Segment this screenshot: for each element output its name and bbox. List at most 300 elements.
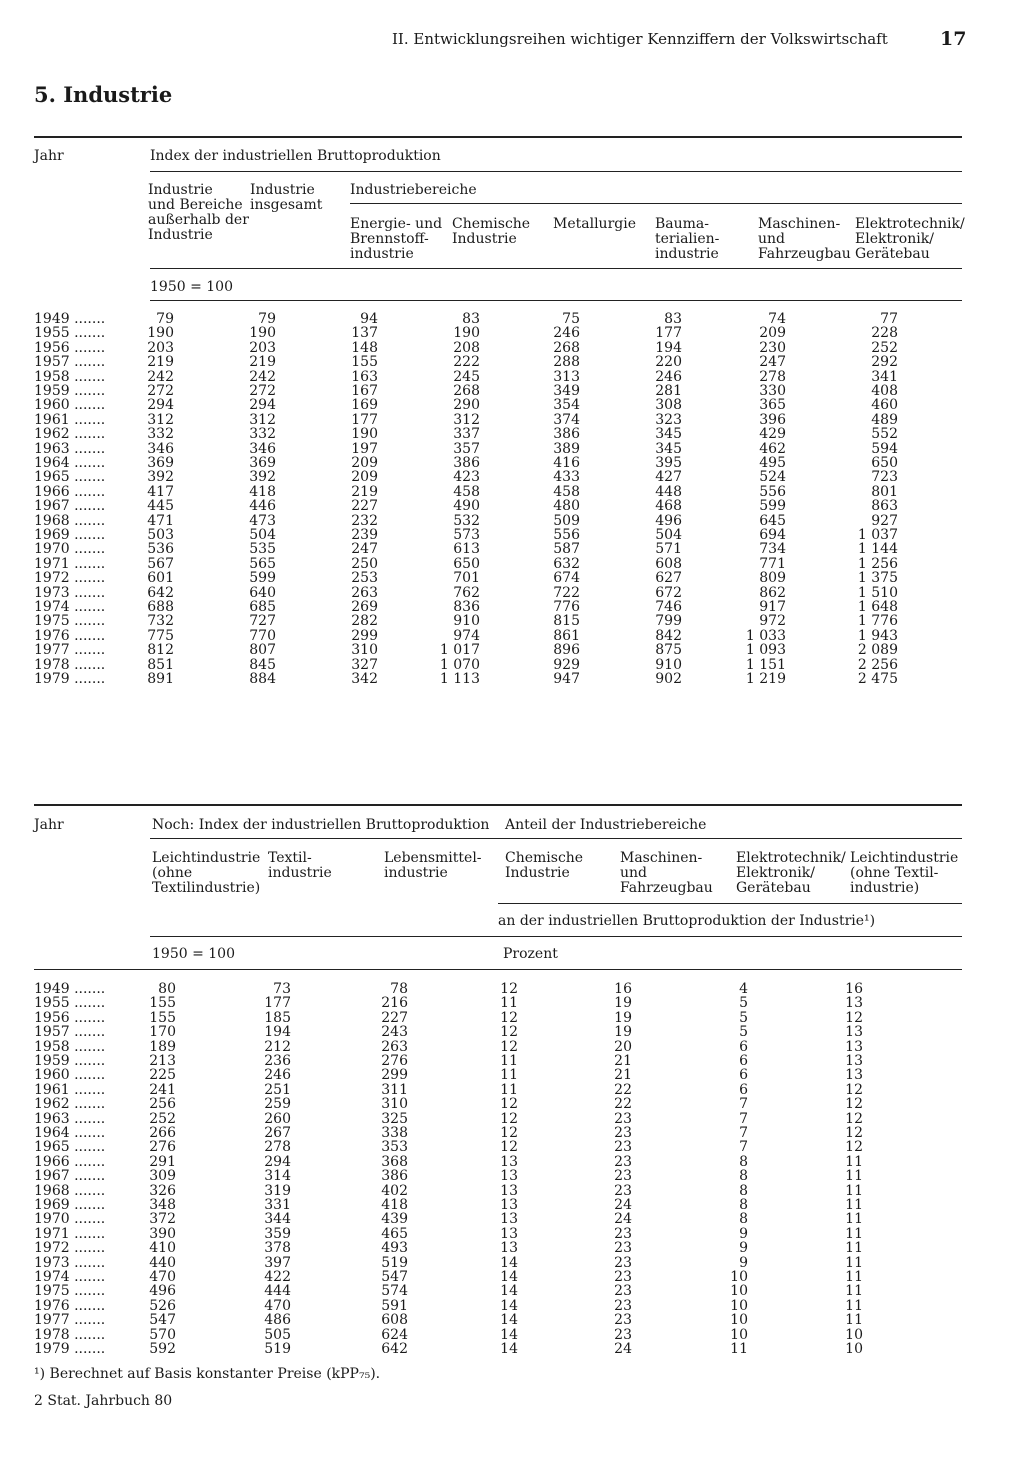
table1-value-cell: 263 — [351, 584, 378, 601]
table2-value-cell: 276 — [381, 1053, 408, 1069]
table2-value-cell: 13 — [500, 1182, 518, 1199]
table1-value-cell: 845 — [249, 656, 276, 673]
table2-value-cell: 8 — [739, 1182, 748, 1199]
table1-value-cell: 1 510 — [857, 584, 898, 601]
table2-value-cell: 390 — [149, 1225, 176, 1242]
table1-value-cell: 282 — [351, 613, 378, 630]
table2-value-cell: 608 — [381, 1312, 408, 1329]
table1-value-cell: 74 — [768, 311, 786, 327]
table2-value-cell: 310 — [381, 1096, 408, 1113]
table1-year-cell: 1979 ....... — [34, 671, 106, 687]
table2-value-cell: 10 — [845, 1341, 863, 1357]
table1-year-cell: 1956 ....... — [34, 339, 106, 356]
table1-value-cell: 910 — [453, 613, 480, 630]
table1-year-cell: 1978 ....... — [34, 656, 106, 673]
table1-value-cell: 884 — [249, 671, 276, 687]
table2-row — [34, 996, 974, 1010]
table1-value-cell: 392 — [249, 469, 276, 486]
table1-row — [34, 355, 974, 369]
table1-value-cell: 594 — [871, 440, 898, 457]
table1-value-cell: 167 — [351, 383, 378, 399]
table1-value-cell: 496 — [655, 512, 682, 529]
table1-value-cell: 155 — [351, 354, 378, 371]
table1-value-cell: 75 — [562, 311, 580, 327]
table2-value-cell: 6 — [739, 1081, 748, 1098]
table1-value-cell: 836 — [453, 599, 480, 615]
table2-value-cell: 570 — [149, 1326, 176, 1343]
table1-value-cell: 310 — [351, 642, 378, 659]
table1-value-cell: 203 — [147, 339, 174, 356]
table1-value-cell: 556 — [759, 483, 786, 500]
table2-year-cell: 1961 ....... — [34, 1081, 106, 1098]
table2-value-cell: 227 — [381, 1009, 408, 1026]
table2-value-cell: 155 — [149, 995, 176, 1012]
table1-value-cell: 458 — [453, 483, 480, 500]
table2-value-cell: 13 — [845, 1024, 863, 1041]
table1-value-cell: 247 — [351, 541, 378, 558]
footnote: ¹) Berechnet auf Basis konstanter Preise (kPP₇₅). — [34, 1366, 381, 1382]
table1-value-cell: 312 — [453, 411, 480, 428]
table1-value-cell: 427 — [655, 469, 682, 486]
table2-value-cell: 12 — [845, 1125, 863, 1141]
table1-value-cell: 567 — [147, 555, 174, 572]
table1-year-cell: 1965 ....... — [34, 469, 106, 486]
table1-col-jahr: Jahr — [34, 148, 64, 164]
table1-year-cell: 1973 ....... — [34, 584, 106, 601]
table2-value-cell: 359 — [264, 1225, 291, 1242]
table1-value-cell: 762 — [453, 584, 480, 601]
table1-value-cell: 509 — [553, 512, 580, 529]
table2-value-cell: 80 — [158, 981, 176, 997]
table1-value-cell: 232 — [351, 512, 378, 529]
table1-value-cell: 203 — [249, 339, 276, 356]
table2-value-cell: 12 — [500, 1139, 518, 1156]
table1-value-cell: 242 — [147, 368, 174, 385]
table2-value-cell: 526 — [149, 1297, 176, 1314]
table1-year-cell: 1959 ....... — [34, 383, 106, 399]
table2-value-cell: 5 — [739, 995, 748, 1012]
table1-row — [34, 542, 974, 556]
table1-col-maschinen: Maschinen- und Fahrzeugbau — [758, 216, 851, 262]
table1-value-cell: 471 — [147, 512, 174, 529]
table1-rule-2 — [350, 203, 962, 204]
table1-value-cell: 727 — [249, 613, 276, 630]
table1-value-cell: 219 — [147, 354, 174, 371]
table2-year-cell: 1967 ....... — [34, 1168, 106, 1185]
table1-value-cell: 640 — [249, 584, 276, 601]
table1-value-cell: 79 — [156, 311, 174, 327]
table1-value-cell: 1 093 — [745, 642, 786, 659]
table1-value-cell: 268 — [553, 339, 580, 356]
table2-value-cell: 24 — [614, 1341, 632, 1357]
table2-value-cell: 11 — [845, 1225, 863, 1242]
table2-value-cell: 11 — [845, 1297, 863, 1314]
table2-value-cell: 325 — [381, 1110, 408, 1127]
table2-value-cell: 23 — [614, 1182, 632, 1199]
table2-year-cell: 1978 ....... — [34, 1326, 106, 1343]
table2-value-cell: 78 — [390, 981, 408, 997]
table2-value-cell: 14 — [500, 1297, 518, 1314]
table1-value-cell: 83 — [664, 311, 682, 327]
table1-value-cell: 573 — [453, 527, 480, 543]
table1-value-cell: 812 — [147, 642, 174, 659]
table1-value-cell: 290 — [453, 397, 480, 414]
table2-value-cell: 11 — [845, 1197, 863, 1213]
table2-value-cell: 212 — [264, 1038, 291, 1055]
table1-value-cell: 228 — [871, 325, 898, 342]
table1-col-baumaterialien: Bauma- terialien- industrie — [655, 216, 720, 262]
table2-value-cell: 260 — [264, 1110, 291, 1127]
table1-value-cell: 327 — [351, 656, 378, 673]
table1-value-cell: 433 — [553, 469, 580, 486]
table1-value-cell: 272 — [249, 383, 276, 399]
table1-value-cell: 1 648 — [857, 599, 898, 615]
table2-value-cell: 6 — [739, 1067, 748, 1084]
table2-value-cell: 7 — [739, 1110, 748, 1127]
table2-value-cell: 5 — [739, 1009, 748, 1026]
table2-value-cell: 486 — [264, 1312, 291, 1329]
table2-col-maschinen: Maschinen- und Fahrzeugbau — [620, 850, 713, 896]
table1-value-cell: 927 — [871, 512, 898, 529]
table2-row — [34, 982, 974, 996]
table2-value-cell: 10 — [730, 1269, 748, 1285]
table1-value-cell: 862 — [759, 584, 786, 601]
table2-value-cell: 14 — [500, 1269, 518, 1285]
table2-value-cell: 11 — [500, 995, 518, 1012]
table1-value-cell: 94 — [360, 311, 378, 327]
table2-value-cell: 23 — [614, 1283, 632, 1300]
table1-value-cell: 613 — [453, 541, 480, 558]
table1-group-industriebereiche: Industriebereiche — [350, 182, 477, 198]
table2-rule-3 — [150, 936, 962, 937]
table1-row — [34, 499, 974, 513]
table2-value-cell: 444 — [264, 1283, 291, 1300]
table1-year-cell: 1969 ....... — [34, 527, 106, 543]
table1-value-cell: 345 — [655, 426, 682, 443]
table1-value-cell: 220 — [655, 354, 682, 371]
table1-value-cell: 281 — [655, 383, 682, 399]
table1-value-cell: 642 — [147, 584, 174, 601]
table2-value-cell: 12 — [500, 1110, 518, 1127]
table1-value-cell: 312 — [249, 411, 276, 428]
table2-value-cell: 291 — [149, 1153, 176, 1170]
table1-value-cell: 632 — [553, 555, 580, 572]
table1-value-cell: 209 — [351, 469, 378, 486]
table2-value-cell: 13 — [500, 1225, 518, 1242]
table1-value-cell: 801 — [871, 483, 898, 500]
table1-row — [34, 427, 974, 441]
table2-value-cell: 422 — [264, 1269, 291, 1285]
table1-value-cell: 685 — [249, 599, 276, 615]
table2-value-cell: 16 — [614, 981, 632, 997]
table2-year-cell: 1973 ....... — [34, 1254, 106, 1271]
table2-value-cell: 22 — [614, 1096, 632, 1113]
table1-value-cell: 423 — [453, 469, 480, 486]
table2-value-cell: 505 — [264, 1326, 291, 1343]
table1-row — [34, 470, 974, 484]
table1-value-cell: 239 — [351, 527, 378, 543]
table1-value-cell: 861 — [553, 627, 580, 644]
table2-value-cell: 11 — [845, 1254, 863, 1271]
table2-year-cell: 1970 ....... — [34, 1211, 106, 1228]
table1-row — [34, 341, 974, 355]
table1-value-cell: 396 — [759, 411, 786, 428]
table1-value-cell: 536 — [147, 541, 174, 558]
table1-row — [34, 312, 974, 326]
table1-value-cell: 524 — [759, 469, 786, 486]
table2-value-cell: 9 — [739, 1225, 748, 1242]
table1-value-cell: 1 113 — [439, 671, 480, 687]
table1-col-industrie-bereiche: Industrie und Bereiche außerhalb der Industrie — [148, 182, 249, 243]
table1-value-cell: 190 — [453, 325, 480, 342]
table2-year-cell: 1976 ....... — [34, 1297, 106, 1314]
table1-value-cell: 2 089 — [857, 642, 898, 659]
table1-value-cell: 323 — [655, 411, 682, 428]
table2-value-cell: 368 — [381, 1153, 408, 1170]
table1-value-cell: 929 — [553, 656, 580, 673]
table2-value-cell: 213 — [149, 1053, 176, 1069]
table2-value-cell: 259 — [264, 1096, 291, 1113]
table2-col-elektro: Elektrotechnik/ Elektronik/ Gerätebau — [736, 850, 846, 896]
table2-value-cell: 519 — [264, 1341, 291, 1357]
table1-value-cell: 601 — [147, 570, 174, 587]
table2-rule-1 — [150, 838, 962, 839]
table2-value-cell: 8 — [739, 1211, 748, 1228]
table1-rule-3 — [150, 268, 962, 269]
table2-value-cell: 21 — [614, 1067, 632, 1084]
table2-value-cell: 410 — [149, 1240, 176, 1257]
table1-row — [34, 672, 974, 686]
table2-value-cell: 547 — [381, 1269, 408, 1285]
table1-row — [34, 413, 974, 427]
table2-value-cell: 14 — [500, 1341, 518, 1357]
table1-value-cell: 365 — [759, 397, 786, 414]
table2-value-cell: 12 — [845, 1110, 863, 1127]
table2-value-cell: 21 — [614, 1053, 632, 1069]
table2-value-cell: 331 — [264, 1197, 291, 1213]
table1-year-cell: 1971 ....... — [34, 555, 106, 572]
table1-value-cell: 1 017 — [439, 642, 480, 659]
table1-value-cell: 565 — [249, 555, 276, 572]
table2-year-cell: 1956 ....... — [34, 1009, 106, 1026]
table1-value-cell: 332 — [249, 426, 276, 443]
table2-value-cell: 19 — [614, 1009, 632, 1026]
table1-value-cell: 448 — [655, 483, 682, 500]
table1-value-cell: 571 — [655, 541, 682, 558]
table1-value-cell: 77 — [880, 311, 898, 327]
table1-value-cell: 809 — [759, 570, 786, 587]
table1-value-cell: 169 — [351, 397, 378, 414]
table1-value-cell: 177 — [655, 325, 682, 342]
table2-value-cell: 185 — [264, 1009, 291, 1026]
table2-value-cell: 8 — [739, 1168, 748, 1185]
table1-row — [34, 398, 974, 412]
table1-value-cell: 386 — [553, 426, 580, 443]
table1-top-rule — [34, 136, 962, 138]
table2-value-cell: 294 — [264, 1153, 291, 1170]
table1-value-cell: 650 — [453, 555, 480, 572]
table1-value-cell: 408 — [871, 383, 898, 399]
table2-value-cell: 12 — [500, 1096, 518, 1113]
table1-value-cell: 246 — [655, 368, 682, 385]
table2-col-textil: Textil- industrie — [268, 850, 332, 881]
table1-year-cell: 1955 ....... — [34, 325, 106, 342]
table2-value-cell: 216 — [381, 995, 408, 1012]
table1-value-cell: 230 — [759, 339, 786, 356]
table2-year-cell: 1965 ....... — [34, 1139, 106, 1156]
table1-value-cell: 278 — [759, 368, 786, 385]
table2-value-cell: 402 — [381, 1182, 408, 1199]
table2-value-cell: 470 — [149, 1269, 176, 1285]
table2-value-cell: 496 — [149, 1283, 176, 1300]
table2-row — [34, 1054, 974, 1068]
table1-value-cell: 389 — [553, 440, 580, 457]
table1-row — [34, 384, 974, 398]
table1-value-cell: 902 — [655, 671, 682, 687]
table2-value-cell: 319 — [264, 1182, 291, 1199]
table1-rule-1 — [150, 171, 962, 172]
table2-value-cell: 309 — [149, 1168, 176, 1185]
table2-value-cell: 170 — [149, 1024, 176, 1041]
table1-value-cell: 775 — [147, 627, 174, 644]
table1-value-cell: 1 037 — [857, 527, 898, 543]
table2-row — [34, 1025, 974, 1039]
table2-row — [34, 1241, 974, 1255]
table1-row — [34, 514, 974, 528]
table1-value-cell: 227 — [351, 498, 378, 515]
table1-value-cell: 771 — [759, 555, 786, 572]
table1-row — [34, 442, 974, 456]
table2-value-cell: 12 — [845, 1009, 863, 1026]
table2-value-cell: 177 — [264, 995, 291, 1012]
table2-rule-2 — [498, 903, 962, 904]
table1-value-cell: 83 — [462, 311, 480, 327]
table2-top-rule — [34, 804, 962, 806]
table2-year-cell: 1964 ....... — [34, 1125, 106, 1141]
table1-value-cell: 330 — [759, 383, 786, 399]
table1-value-cell: 458 — [553, 483, 580, 500]
table2-year-cell: 1960 ....... — [34, 1067, 106, 1084]
table2-year-cell: 1955 ....... — [34, 995, 106, 1012]
table2-value-cell: 20 — [614, 1038, 632, 1055]
table1-value-cell: 608 — [655, 555, 682, 572]
table2-value-cell: 23 — [614, 1225, 632, 1242]
table1-row — [34, 456, 974, 470]
table1-value-cell: 650 — [871, 455, 898, 471]
table1-value-cell: 1 144 — [857, 541, 898, 558]
table2-year-cell: 1974 ....... — [34, 1269, 106, 1285]
table1-value-cell: 535 — [249, 541, 276, 558]
table2-value-cell: 12 — [500, 1009, 518, 1026]
table2-value-cell: 189 — [149, 1038, 176, 1055]
table2-row — [34, 1068, 974, 1082]
table2-value-cell: 16 — [845, 981, 863, 997]
table2-value-cell: 12 — [500, 981, 518, 997]
table2-year-cell: 1968 ....... — [34, 1182, 106, 1199]
table2-value-cell: 263 — [381, 1038, 408, 1055]
table2-value-cell: 23 — [614, 1269, 632, 1285]
table1-year-cell: 1962 ....... — [34, 426, 106, 443]
table2-value-cell: 348 — [149, 1197, 176, 1213]
table1-group-title: Index der industriellen Bruttoproduktion — [150, 148, 441, 164]
table2-value-cell: 10 — [730, 1283, 748, 1300]
table2-value-cell: 386 — [381, 1168, 408, 1185]
table1-row — [34, 571, 974, 585]
table1-value-cell: 910 — [655, 656, 682, 673]
table1-value-cell: 495 — [759, 455, 786, 471]
table1-value-cell: 842 — [655, 627, 682, 644]
table2-value-cell: 378 — [264, 1240, 291, 1257]
table2-value-cell: 7 — [739, 1125, 748, 1141]
table2-col-chemische: Chemische Industrie — [505, 850, 584, 881]
table2-value-cell: 23 — [614, 1125, 632, 1141]
table1-year-cell: 1970 ....... — [34, 541, 106, 558]
table2-row — [34, 1126, 974, 1140]
table1-value-cell: 163 — [351, 368, 378, 385]
table2-value-cell: 12 — [845, 1096, 863, 1113]
table2-row — [34, 1284, 974, 1298]
table1-value-cell: 312 — [147, 411, 174, 428]
table1-value-cell: 341 — [871, 368, 898, 385]
table1-year-cell: 1957 ....... — [34, 354, 106, 371]
table2-value-cell: 353 — [381, 1139, 408, 1156]
table1-value-cell: 972 — [759, 613, 786, 630]
table2-value-cell: 155 — [149, 1009, 176, 1026]
table2-value-cell: 11 — [500, 1067, 518, 1084]
table2-value-cell: 5 — [739, 1024, 748, 1041]
table2-value-cell: 11 — [845, 1240, 863, 1257]
table1-value-cell: 349 — [553, 383, 580, 399]
table2-value-cell: 6 — [739, 1053, 748, 1069]
table2-value-cell: 13 — [845, 1038, 863, 1055]
table1-value-cell: 688 — [147, 599, 174, 615]
table2-value-cell: 11 — [500, 1053, 518, 1069]
table1-value-cell: 190 — [147, 325, 174, 342]
table2-unit-label: Prozent — [503, 946, 558, 962]
table2-value-cell: 574 — [381, 1283, 408, 1300]
table1-value-cell: 386 — [453, 455, 480, 471]
table1-value-cell: 627 — [655, 570, 682, 587]
table2-col-lebensmittel: Lebensmittel- industrie — [384, 850, 482, 881]
table1-year-cell: 1964 ....... — [34, 455, 106, 471]
table2-group-anteil: Anteil der Industriebereiche — [505, 817, 707, 833]
table2-value-cell: 440 — [149, 1254, 176, 1271]
table1-row — [34, 326, 974, 340]
table2-year-cell: 1977 ....... — [34, 1312, 106, 1329]
table1-value-cell: 746 — [655, 599, 682, 615]
table1-value-cell: 190 — [351, 426, 378, 443]
table2-value-cell: 624 — [381, 1326, 408, 1343]
table2-value-cell: 326 — [149, 1182, 176, 1199]
table1-rule-4 — [150, 300, 962, 301]
table1-year-cell: 1949 ....... — [34, 311, 106, 327]
table1-value-cell: 532 — [453, 512, 480, 529]
table2-value-cell: 194 — [264, 1024, 291, 1041]
table2-value-cell: 73 — [273, 981, 291, 997]
table1-value-cell: 694 — [759, 527, 786, 543]
table2-value-cell: 8 — [739, 1153, 748, 1170]
table2-value-cell: 642 — [381, 1341, 408, 1357]
table2-row — [34, 1212, 974, 1226]
table2-row — [34, 1155, 974, 1169]
table1-year-cell: 1972 ....... — [34, 570, 106, 587]
table2-value-cell: 251 — [264, 1081, 291, 1098]
table2-value-cell: 10 — [730, 1312, 748, 1329]
table1-value-cell: 332 — [147, 426, 174, 443]
table1-value-cell: 723 — [871, 469, 898, 486]
table1-value-cell: 250 — [351, 555, 378, 572]
table2-value-cell: 314 — [264, 1168, 291, 1185]
